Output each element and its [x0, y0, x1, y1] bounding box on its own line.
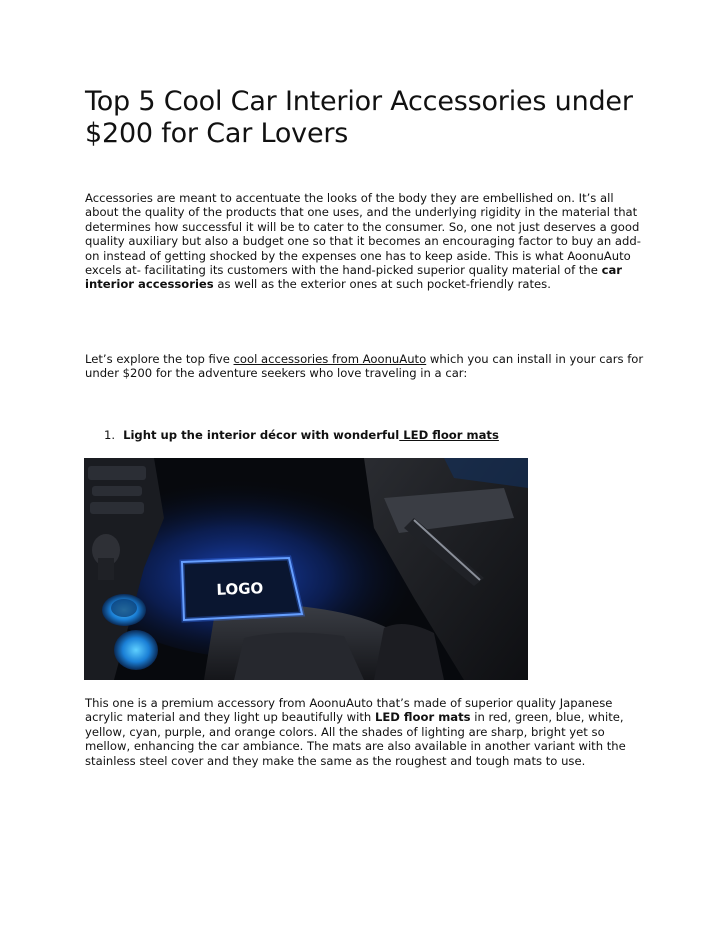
- intro-paragraph: [85, 191, 645, 292]
- description-text-after: in red, green, blue, white, yellow, cyan, purple, and orange colors. All the shades of lighting are sharp, bright yet so mellow, enhancing the car ambiance. The mats are also available in another variant with the stainless steel cover and they make the same as the roughest and tough mats to use.: [85, 710, 626, 768]
- list-item: [104, 428, 499, 442]
- list-item-bold-text: Light up the interior décor with wonderful: [123, 428, 400, 442]
- page-title: Top 5 Cool Car Interior Accessories under $200 for Car Lovers: [85, 86, 633, 149]
- description-text-before: This one is a premium accessory from AoonuAuto that’s made of superior quality Japanese acrylic material and they light up beautifully with: [85, 696, 613, 725]
- car-interior-illustration: [84, 458, 528, 680]
- explore-paragraph: [85, 352, 645, 381]
- intro-text-before: Accessories are meant to accentuate the looks of the body they are embellished on. It’s all about the quality of the products that one uses, and the underlying rigidity in the material that determines how successful it will be to cater to the consumer. So, one not just deserves a good quality auxiliary but also a budget one so that it becomes an encouraging factor to buy an add-on instead of getting shocked by the expenses one has to keep aside. This is what AoonuAuto excels at- facilitating its customers with the hand-picked superior quality material of the: [85, 191, 641, 278]
- intro-bold-text: car interior accessories: [85, 263, 623, 292]
- explore-text-after: which you can install in your cars for under $200 for the adventure seekers who love traveling in a car:: [85, 352, 644, 381]
- led-floor-mat-photo: [84, 458, 528, 680]
- description-paragraph: [85, 696, 645, 768]
- accessories-link[interactable]: cool accessories from AoonuAuto: [233, 352, 427, 366]
- list-item-number: 1.: [104, 428, 116, 442]
- description-bold-text: LED floor mats: [374, 710, 471, 725]
- led-floor-mats-link[interactable]: LED floor mats: [399, 428, 499, 442]
- mat-logo-text: LOGO: [216, 579, 264, 599]
- explore-text-before: Let’s explore the top five: [85, 352, 234, 366]
- list-item-heading: [123, 428, 499, 442]
- intro-text-after: as well as the exterior ones at such pocket-friendly rates.: [213, 277, 551, 292]
